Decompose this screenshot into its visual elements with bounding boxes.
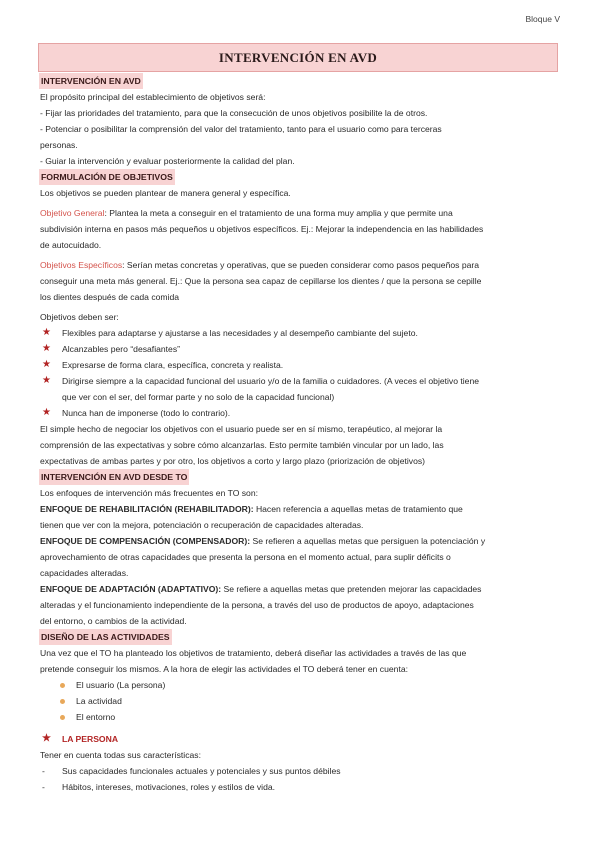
- section-heading-avd-desde-to: INTERVENCIÓN EN AVD DESDE TO: [39, 469, 189, 485]
- paragraph: capacidades alteradas.: [40, 568, 129, 578]
- list-item: - Hábitos, intereses, motivaciones, roles y estilos de vida.: [40, 779, 560, 795]
- paragraph: aprovechamiento de otras capacidades que presenta la persona en el momento actual, para suplir déficits o: [40, 552, 451, 562]
- paragraph: - Fijar las prioridades del tratamiento, para que la consecución de unos objetivos posibilite la de otros.: [40, 108, 428, 118]
- paragraph-compensacion: ENFOQUE DE COMPENSACIÓN (COMPENSADOR): Se refieren a aquellas metas que persiguen la potenciación y: [40, 536, 486, 546]
- term-adaptacion: ENFOQUE DE ADAPTACIÓN (ADAPTATIVO):: [40, 584, 222, 594]
- list-item: El usuario (La persona): [40, 677, 560, 693]
- paragraph-adaptacion: ENFOQUE DE ADAPTACIÓN (ADAPTATIVO): Se refiere a aquellas metas que pretenden mejorar las capacidades: [40, 584, 482, 594]
- paragraph: - Guiar la intervención y evaluar posteriormente la calidad del plan.: [40, 156, 295, 166]
- star-icon: ★: [42, 327, 51, 338]
- term-objetivos-especificos: Objetivos Específicos: [40, 260, 123, 270]
- paragraph-objetivo-general: Objetivo General: Plantea la meta a conseguir en el tratamiento de una forma muy amplia y que permite una: [40, 208, 453, 218]
- term-compensacion: ENFOQUE DE COMPENSACIÓN (COMPENSADOR):: [40, 536, 251, 546]
- term-objetivo-general: Objetivo General: [40, 208, 105, 218]
- page-header-label: Bloque V: [525, 14, 560, 24]
- paragraph: subdivisión interna en pasos más pequeños u objetivos específicos. Ej.: Mejorar la independencia en las habilidades: [40, 224, 484, 234]
- section-heading-intervencion: INTERVENCIÓN EN AVD: [39, 73, 143, 89]
- list-item: ★ Expresarse de forma clara, específica, concreta y realista.: [40, 357, 560, 373]
- paragraph: personas.: [40, 140, 78, 150]
- list-item-continuation: que ver con el ser, del formar parte y no solo de la capacidad funcional): [62, 392, 335, 402]
- term-rehabilitacion: ENFOQUE DE REHABILITACIÓN (REHABILITADOR):: [40, 504, 254, 514]
- section-heading-formulacion: FORMULACIÓN DE OBJETIVOS: [39, 169, 175, 185]
- paragraph: pretende conseguir los mismos. A la hora de elegir las actividades el TO deberá tener en cuenta:: [40, 664, 408, 674]
- subheading-la-persona: ★ LA PERSONA: [40, 731, 560, 747]
- dash-icon: -: [42, 766, 45, 776]
- paragraph: Los enfoques de intervención más frecuentes en TO son:: [40, 488, 259, 498]
- list-item: ★ Nunca han de imponerse (todo lo contrario).: [40, 405, 560, 421]
- list-item: La actividad: [40, 693, 560, 709]
- list-item: ★ Dirigirse siempre a la capacidad funcional del usuario y/o de la familia o cuidadores. (A veces el objetivo tiene: [40, 373, 560, 389]
- paragraph: Los objetivos se pueden plantear de manera general y específica.: [40, 188, 291, 198]
- paragraph: los dientes después de cada comida: [40, 292, 180, 302]
- paragraph: conseguir una meta más general. Ej.: Que la persona sea capaz de cepillarse los dientes / que la persona se cepille: [40, 276, 482, 286]
- paragraph: Tener en cuenta todas sus características:: [40, 750, 201, 760]
- paragraph-rehabilitacion: ENFOQUE DE REHABILITACIÓN (REHABILITADOR): Hacen referencia a aquellas metas de tratamiento que: [40, 504, 463, 514]
- bullet-icon: [60, 683, 65, 688]
- bullet-icon: [60, 715, 65, 720]
- star-icon: ★: [42, 343, 51, 354]
- paragraph: - Potenciar o posibilitar la comprensión del valor del tratamiento, tanto para el usuario como para terceras: [40, 124, 442, 134]
- bullet-icon: [60, 699, 65, 704]
- paragraph: El propósito principal del establecimiento de objetivos será:: [40, 92, 266, 102]
- list-item: El entorno: [40, 709, 560, 725]
- page-title: INTERVENCIÓN EN AVD: [218, 49, 378, 65]
- star-list: [40, 325, 560, 421]
- list-item: ★ Flexibles para adaptarse y ajustarse a las necesidades y al desempeño cambiante del sujeto.: [40, 325, 560, 341]
- star-icon: ★: [42, 375, 51, 386]
- document-content: [40, 73, 560, 795]
- section-heading-diseno: DISEÑO DE LAS ACTIVIDADES: [39, 629, 172, 645]
- paragraph: del entorno, o cambios de la actividad.: [40, 616, 187, 626]
- dash-list: [40, 763, 560, 795]
- paragraph: El simple hecho de negociar los objetivos con el usuario puede ser en sí mismo, terapéutico, al mejorar la: [40, 424, 443, 434]
- star-icon: ★: [42, 407, 51, 418]
- paragraph: de autocuidado.: [40, 240, 102, 250]
- paragraph: expectativas de ambas partes y por otro, los objetivos a corto y largo plazo (priorización de objetivos): [40, 456, 426, 466]
- paragraph-objetivos-especificos: Objetivos Específicos: Serían metas concretas y operativas, que se pueden considerar como pasos pequeños para: [40, 260, 480, 270]
- list-item: - Sus capacidades funcionales actuales y potenciales y sus puntos débiles: [40, 763, 560, 779]
- paragraph: Una vez que el TO ha planteado los objetivos de tratamiento, deberá diseñar las actividades a través de las que: [40, 648, 467, 658]
- dot-list: [40, 677, 560, 725]
- paragraph: alteradas y el funcionamiento independiente de la persona, a través del uso de productos de apoyo, adaptaciones: [40, 600, 474, 610]
- title-box: [38, 43, 558, 72]
- star-icon: ★: [42, 733, 51, 744]
- star-icon: ★: [42, 359, 51, 370]
- paragraph: tienen que ver con la mejora, potenciación o recuperación de capacidades alteradas.: [40, 520, 364, 530]
- dash-icon: -: [42, 782, 45, 792]
- paragraph: Objetivos deben ser:: [40, 312, 119, 322]
- paragraph: comprensión de las expectativas y sobre cómo alcanzarlas. Esto permite también vincular por un lado, las: [40, 440, 444, 450]
- list-item: ★ Alcanzables pero “desafiantes”: [40, 341, 560, 357]
